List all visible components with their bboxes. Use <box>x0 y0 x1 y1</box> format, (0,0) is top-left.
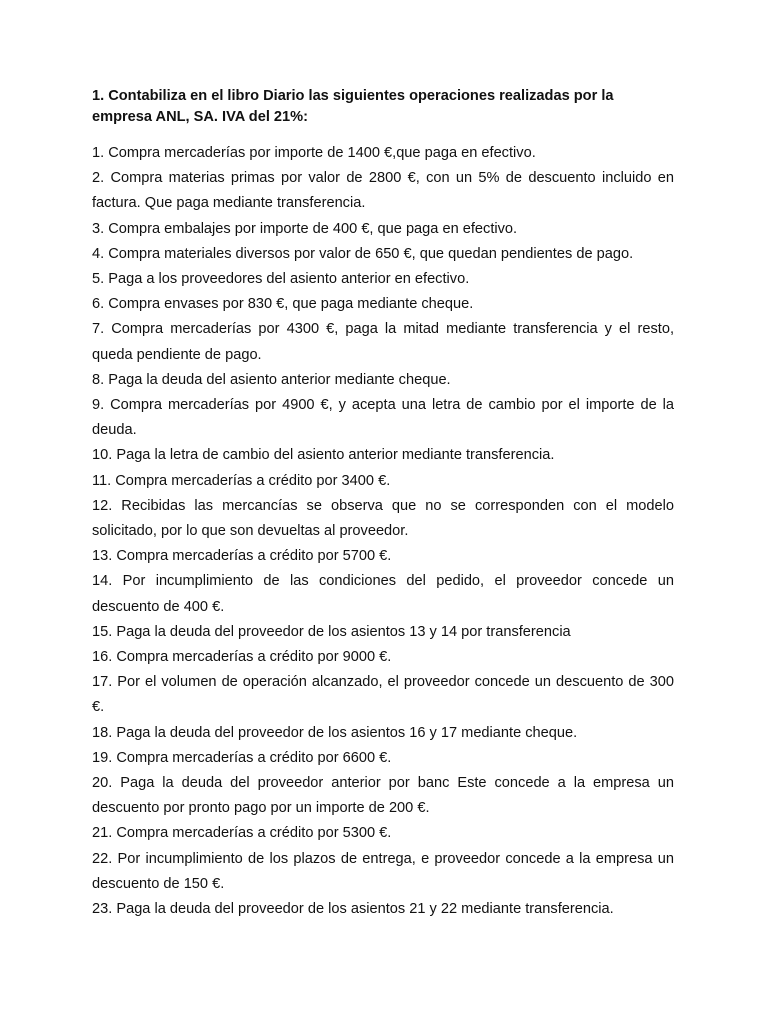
operation-item: 14. Por incumplimiento de las condiciones del pedido, el proveedor concede un descuento de 400 €. <box>92 573 674 615</box>
document-page <box>92 86 674 922</box>
operation-item: 5. Paga a los proveedores del asiento anterior en efectivo. <box>92 271 470 288</box>
operation-item: 15. Paga la deuda del proveedor de los asientos 13 y 14 por transferencia <box>92 623 571 640</box>
operation-item: 7. Compra mercaderías por 4300 €, paga la mitad mediante transferencia y el resto, queda pendiente de pago. <box>92 321 674 363</box>
operation-item: 21. Compra mercaderías a crédito por 5300 €. <box>92 825 392 842</box>
operation-item: 20. Paga la deuda del proveedor anterior por banc Este concede a la empresa un descuento por pronto pago por un importe de 200 €. <box>92 775 674 817</box>
exercise-heading: 1. Contabiliza en el libro Diario las siguientes operaciones realizadas por la empresa ANL, SA. IVA del 21%: <box>92 88 614 125</box>
operation-item: 11. Compra mercaderías a crédito por 3400 €. <box>92 472 391 489</box>
operation-item: 19. Compra mercaderías a crédito por 6600 €. <box>92 749 392 766</box>
operation-item: 1. Compra mercaderías por importe de 1400 €,que paga en efectivo. <box>92 145 536 161</box>
operation-item: 17. Por el volumen de operación alcanzado, el proveedor concede un descuento de 300 €. <box>92 674 674 716</box>
operation-item: 3. Compra embalajes por importe de 400 €, que paga en efectivo. <box>92 220 518 237</box>
operation-item: 6. Compra envases por 830 €, que paga mediante cheque. <box>92 296 474 313</box>
operation-item: 10. Paga la letra de cambio del asiento anterior mediante transferencia. <box>92 447 555 464</box>
operation-item: 8. Paga la deuda del asiento anterior mediante cheque. <box>92 371 451 388</box>
operations-list <box>92 141 674 922</box>
operation-item: 4. Compra materiales diversos por valor de 650 €, que quedan pendientes de pago. <box>92 245 634 262</box>
operation-item: 22. Por incumplimiento de los plazos de entrega, e proveedor concede a la empresa un descuento de 150 €. <box>92 850 674 892</box>
operation-item: 18. Paga la deuda del proveedor de los asientos 16 y 17 mediante cheque. <box>92 724 578 741</box>
operation-item: 16. Compra mercaderías a crédito por 9000 €. <box>92 649 392 666</box>
operation-item: 12. Recibidas las mercancías se observa que no se corresponden con el modelo solicitado, por lo que son devueltas al proveedor. <box>92 497 674 540</box>
operation-item: 2. Compra materias primas por valor de 2800 €, con un 5% de descuento incluido en factura. Que paga mediante transferencia. <box>92 170 674 212</box>
operation-item: 9. Compra mercaderías por 4900 €, y acepta una letra de cambio por el importe de la deuda. <box>92 397 674 439</box>
operation-item: 13. Compra mercaderías a crédito por 5700 €. <box>92 548 392 565</box>
operation-item: 23. Paga la deuda del proveedor de los asientos 21 y 22 mediante transferencia. <box>92 901 614 918</box>
